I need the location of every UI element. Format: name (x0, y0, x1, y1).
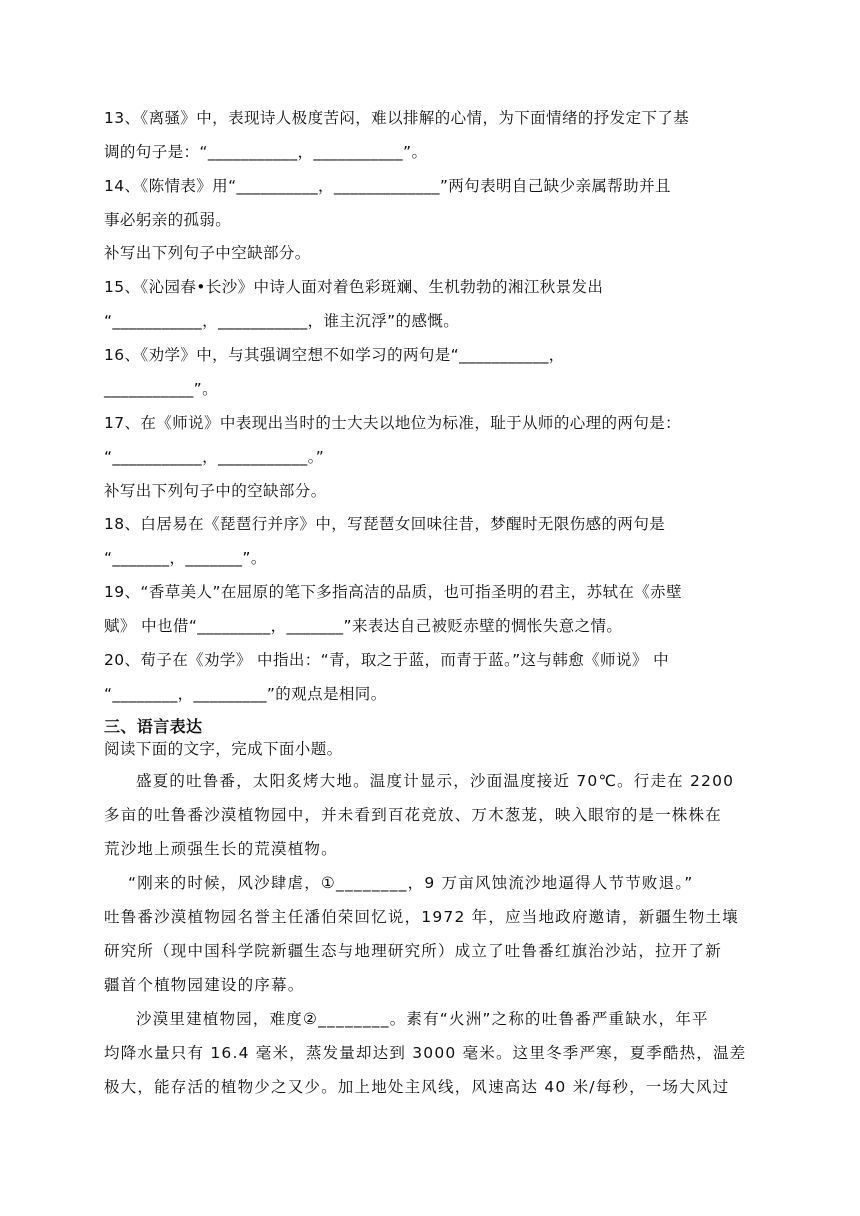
question-16-line-2: ___________”。 (104, 380, 218, 398)
question-17-line-2: “___________，___________。” (104, 448, 325, 466)
passage-paragraph-3-line-1: 沙漠里建植物园，难度②________。素有“火洲”之称的吐鲁番严重缺水，年平 (136, 1010, 709, 1028)
question-20-line-1: 20、荀子在《劝学》 中指出：“青，取之于蓝，而青于蓝。”这与韩愈《师说》 中 (104, 651, 669, 669)
question-13-line-1: 13、《离骚》中，表现诗人极度苦闷，难以排解的心情，为下面情绪的抒发定下了基 (104, 109, 690, 127)
question-14-line-2: 事必躬亲的孤弱。 (104, 211, 232, 229)
question-15-line-1: 15、《沁园春•长沙》中诗人面对着色彩斑斓、生机勃勃的湘江秋景发出 (104, 278, 604, 296)
question-14-line-1: 14、《陈情表》用“__________，_____________”两句表明自己缺少亲属帮助并且 (104, 177, 671, 195)
passage-paragraph-1-line-1: 盛夏的吐鲁番，太阳炙烤大地。温度计显示，沙面温度接近 70℃。行走在 2200 (136, 772, 735, 790)
question-15-line-2: “___________，___________，谁主沉浮”的感慨。 (104, 312, 460, 330)
passage-paragraph-2-line-1: “刚来的时候，风沙肆虐，①________，9 万亩风蚀流沙地逼得人节节败退。” (128, 874, 694, 892)
passage-paragraph-2-line-2: 吐鲁番沙漠植物园名誉主任潘伯荣回忆说，1972 年，应当地政府邀请，新疆生物土壤 (104, 908, 739, 926)
instruction-fill-blanks-1: 补写出下列句子中空缺部分。 (104, 244, 311, 262)
question-19-line-2: 赋》 中也借“_________，_______”来表达自己被贬赤壁的惆怅失意之情。 (104, 617, 623, 635)
question-20-line-2: “________，_________”的观点是相同。 (104, 685, 387, 703)
question-13-line-2: 调的句子是：“___________，___________”。 (104, 143, 428, 161)
instruction-fill-blanks-2: 补写出下列句子中的空缺部分。 (104, 482, 327, 500)
question-19-line-1: 19、“香草美人”在屈原的笔下多指高洁的品质，也可指圣明的君主，苏轼在《赤壁 (104, 583, 682, 601)
passage-paragraph-2-line-3: 研究所（现中国科学院新疆生态与地理研究所）成立了吐鲁番红旗治沙站，拉开了新 (104, 942, 722, 960)
section-instruction: 阅读下面的文字，完成下面小题。 (104, 740, 343, 758)
question-18-line-1: 18、白居易在《琵琶行并序》中，写琵琶女回味往昔，梦醒时无限伤感的两句是 (104, 515, 666, 533)
question-16-line-1: 16、《劝学》中，与其强调空想不如学习的两句是“___________， (104, 346, 565, 364)
passage-paragraph-3-line-3: 极大，能存活的植物少之又少。加上地处主风线，风速高达 40 米/每秒，一场大风过 (104, 1078, 730, 1096)
section-heading: 三、语言表达 (104, 717, 203, 736)
question-18-line-2: “_______，_______”。 (104, 549, 267, 567)
passage-paragraph-2-line-4: 疆首个植物园建设的序幕。 (104, 976, 305, 994)
passage-paragraph-1-line-3: 荒沙地上顽强生长的荒漠植物。 (104, 840, 338, 858)
question-17-line-1: 17、在《师说》中表现出当时的士大夫以地位为标准，耻于从师的心理的两句是： (104, 414, 682, 432)
passage-paragraph-3-line-2: 均降水量只有 16.4 毫米，蒸发量却达到 3000 毫米。这里冬季严寒，夏季酷热，温差 (104, 1044, 747, 1062)
passage-paragraph-1-line-2: 多亩的吐鲁番沙漠植物园中，并未看到百花竞放、万木葱茏，映入眼帘的是一株株在 (104, 806, 722, 824)
